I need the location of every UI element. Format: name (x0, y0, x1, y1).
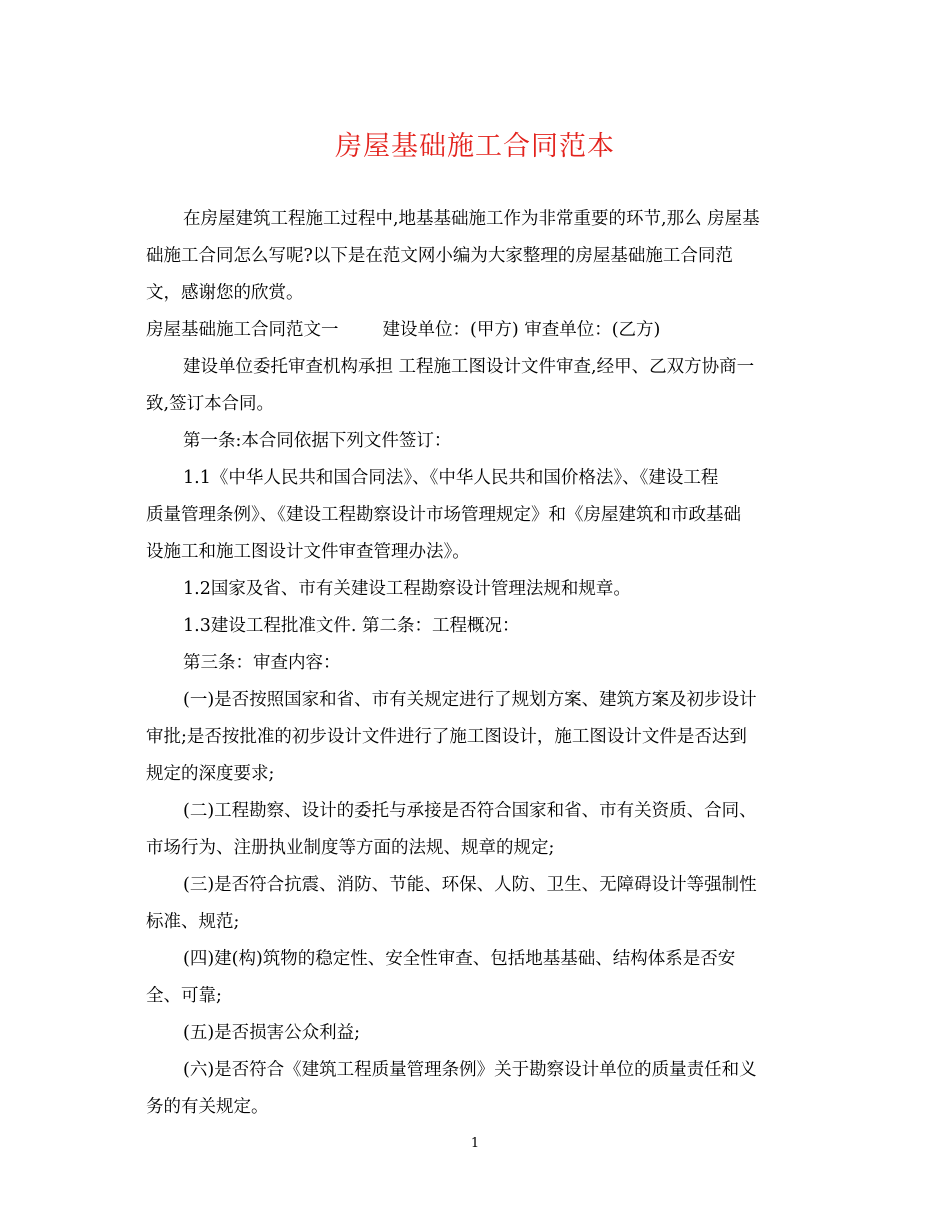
clause-heading: 第一条:本合同依据下列文件签订： (183, 431, 452, 451)
paragraph-line: 务的有关规定。 (146, 1097, 269, 1117)
paragraph-line: 建设单位委托审查机构承担 工程施工图设计文件审查,经甲、乙双方协商一 (183, 357, 755, 377)
paragraph-line: (一)是否按照国家和省、市有关规定进行了规划方案、建筑方案及初步设计 (183, 690, 757, 710)
paragraph-line: 审批;是否按批准的初步设计文件进行了施工图设计，施工图设计文件是否达到 (146, 727, 747, 747)
paragraph-line: 1.1《中华人民共和国合同法》、《中华人民共和国价格法》、《建设工程 (183, 468, 719, 488)
paragraph-line: 在房屋建筑工程施工过程中,地基基础施工作为非常重要的环节,那么 房屋基 (183, 209, 760, 229)
paragraph-line: 设施工和施工图设计文件审查管理办法》。 (146, 542, 470, 562)
section-heading-line (146, 312, 804, 349)
paragraph-line: (六)是否符合《建筑工程质量管理条例》关于勘察设计单位的质量责任和义 (183, 1060, 757, 1080)
page-number: 1 (470, 1136, 480, 1151)
paragraph-line: 1.2国家及省、市有关建设工程勘察设计管理法规和规章。 (183, 579, 631, 599)
document-title: 房屋基础施工合同范本 (335, 131, 615, 162)
section-heading: 房屋基础施工合同范文一 (146, 320, 339, 340)
document-body (146, 201, 804, 1126)
paragraph-line: (五)是否损害公众利益; (183, 1023, 361, 1043)
paragraph-line: 1.3建设工程批准文件. 第二条：工程概况： (183, 616, 520, 636)
paragraph-line: 致,签订本合同。 (146, 394, 275, 414)
paragraph-line: 础施工合同怎么写呢?以下是在范文网小编为大家整理的房屋基础施工合同范 (146, 246, 733, 266)
paragraph-line: 规定的深度要求; (146, 764, 275, 784)
paragraph-line: (二)工程勘察、设计的委托与承接是否符合国家和省、市有关资质、合同、 (183, 801, 757, 821)
clause-heading: 第三条：审查内容： (183, 653, 341, 673)
paragraph-line: 标准、规范; (146, 912, 240, 932)
paragraph-line: 市场行为、注册执业制度等方面的法规、规章的规定; (146, 838, 555, 858)
paragraph-line: (三)是否符合抗震、消防、节能、环保、人防、卫生、无障碍设计等强制性 (183, 875, 757, 895)
paragraph-line: 文，感谢您的欣赏。 (146, 283, 304, 303)
paragraph-line: 全、可靠; (146, 986, 222, 1006)
party-info: 建设单位：(甲方) 审查单位：(乙方) (382, 320, 661, 340)
paragraph-line: 质量管理条例》、《建设工程勘察设计市场管理规定》和《房屋建筑和市政基础 (146, 505, 741, 525)
paragraph-line: (四)建(构)筑物的稳定性、安全性审查、包括地基基础、结构体系是否安 (183, 949, 736, 969)
